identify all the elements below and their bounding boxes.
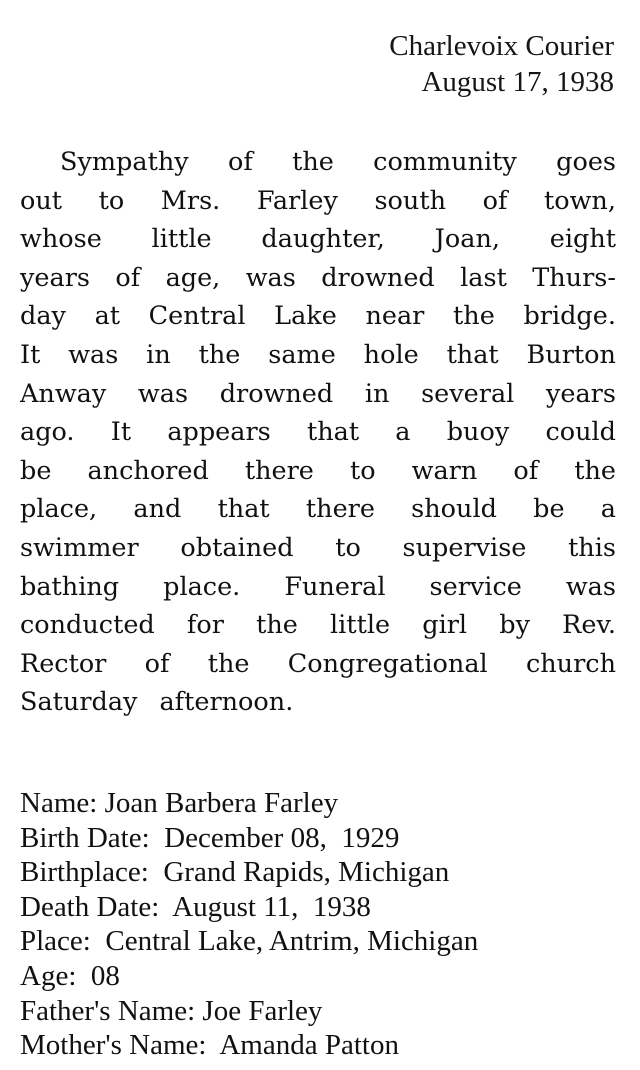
article-line — [20, 568, 616, 607]
article-word: be — [533, 494, 565, 525]
article-word: was — [245, 262, 296, 293]
article-word: church — [525, 648, 616, 679]
article-line — [20, 683, 616, 722]
article-word: be — [20, 455, 52, 486]
article-word: drowned — [321, 262, 435, 293]
article-word: a — [395, 417, 411, 448]
article-word: a — [600, 494, 616, 525]
record-value-place: Central Lake, Antrim, Michigan — [105, 925, 479, 958]
record-row-death-date — [20, 890, 478, 925]
record-value-birth-date: December 08, 1929 — [164, 821, 400, 854]
article-word: should — [411, 494, 497, 525]
article-word: place, — [20, 494, 98, 525]
article-word: whose — [20, 224, 102, 255]
record-row-age — [20, 959, 478, 994]
record-label: Father's Name: — [20, 994, 196, 1027]
article-word: several — [421, 378, 515, 409]
newspaper-masthead — [389, 28, 614, 100]
record-label: Birth Date: — [20, 821, 150, 854]
article-word: community — [373, 147, 517, 177]
article-word: to — [335, 532, 361, 563]
article-word: in — [364, 378, 390, 409]
article-word: Farley — [256, 185, 338, 216]
article-word: of — [482, 185, 508, 216]
record-value-death-date: August 11, 1938 — [172, 890, 371, 923]
article-word: to — [349, 455, 376, 486]
record-row-mother — [20, 1028, 478, 1063]
article-word: was — [68, 339, 119, 370]
article-word: bridge. — [523, 301, 616, 332]
article-word: south — [374, 185, 447, 216]
article-word: that — [306, 417, 360, 448]
article-word: anchored — [87, 455, 209, 486]
record-row-birth-date — [20, 821, 478, 856]
article-word: bathing — [20, 571, 120, 602]
article-word: Lake — [274, 301, 337, 332]
record-row-birthplace — [20, 855, 478, 890]
article-line — [20, 490, 616, 529]
record-value-birthplace: Grand Rapids, Michigan — [163, 856, 450, 889]
article-word: Burton — [526, 339, 616, 370]
article-line — [20, 413, 616, 452]
article-line — [20, 259, 616, 298]
article-word: the — [292, 147, 334, 177]
article-word: last — [460, 262, 507, 293]
article-word: the — [198, 339, 241, 370]
article-word: Saturday — [20, 687, 138, 718]
article-word: drowned — [219, 378, 334, 409]
article-line — [20, 297, 616, 336]
article-word: for — [186, 610, 224, 641]
record-label: Mother's Name: — [20, 1029, 207, 1062]
article-word: was — [565, 571, 616, 602]
vital-record — [20, 786, 478, 1063]
article-word: near — [365, 301, 425, 332]
article-word: hole — [363, 339, 419, 370]
article-word: supervise — [402, 532, 527, 563]
article-word: Funeral — [284, 571, 386, 602]
article-word: little — [330, 610, 391, 641]
article-line — [20, 220, 616, 259]
article-word: It — [20, 339, 41, 370]
record-label: Name: — [20, 787, 98, 819]
article-word: same — [268, 339, 336, 370]
article-line — [20, 375, 616, 414]
article-word: conducted — [20, 610, 155, 641]
article-line — [20, 606, 616, 645]
article-word: goes — [556, 147, 616, 177]
article-word: this — [568, 532, 616, 563]
article-word: the — [453, 301, 495, 332]
record-label: Age: — [20, 959, 77, 992]
record-label: Place: — [20, 925, 91, 958]
article-word: swimmer — [20, 532, 139, 563]
record-label: Death Date: — [20, 890, 160, 923]
article-word: appears — [167, 417, 271, 448]
article-word: there — [305, 494, 375, 525]
record-value-name: Joan Barbera Farley — [104, 787, 339, 819]
article-word: Sympathy — [60, 147, 189, 177]
article-line — [20, 452, 616, 491]
article-word: at — [94, 301, 121, 332]
article-word: place. — [163, 571, 241, 602]
article-word: Central — [148, 301, 246, 332]
article-word: service — [429, 571, 522, 602]
publication-date: August 17, 1938 — [421, 66, 614, 98]
article-word: of — [144, 648, 170, 679]
article-line — [20, 529, 616, 568]
article-word: the — [207, 648, 250, 679]
article-word: Rector — [20, 648, 107, 679]
record-label: Birthplace: — [20, 856, 149, 889]
article-word: of — [227, 147, 253, 177]
article-word: there — [244, 455, 314, 486]
article-word: that — [446, 339, 499, 370]
article-word: Anway — [20, 378, 107, 409]
article-word: in — [146, 339, 171, 370]
article-word: ago. — [20, 417, 75, 448]
record-row-name — [20, 786, 478, 821]
article-word: It — [110, 417, 132, 448]
article-word: out — [20, 185, 63, 216]
newspaper-name: Charlevoix Courier — [389, 30, 614, 62]
article-word: and — [133, 494, 182, 525]
obituary-article — [20, 143, 616, 722]
article-word: Joan, — [434, 224, 500, 255]
article-word: of — [513, 455, 539, 486]
record-value-mother: Amanda Patton — [219, 1029, 399, 1062]
article-word: day — [20, 301, 66, 332]
record-row-place — [20, 924, 478, 959]
article-word: Congregational — [287, 648, 488, 679]
article-word: Mrs. — [160, 185, 221, 216]
article-word: girl — [422, 610, 468, 641]
article-word: could — [545, 417, 616, 448]
record-row-father — [20, 994, 478, 1029]
article-word: obtained — [180, 532, 294, 563]
article-word: years — [20, 262, 90, 293]
article-word: buoy — [446, 417, 510, 448]
article-word: daughter, — [261, 224, 385, 255]
article-word: warn — [411, 455, 478, 486]
record-value-age: 08 — [90, 959, 120, 992]
article-word: little — [151, 224, 212, 255]
record-value-father: Joe Farley — [202, 994, 323, 1027]
article-line — [20, 182, 616, 221]
article-word: of — [115, 262, 141, 293]
article-line — [20, 645, 616, 684]
article-word: town, — [543, 185, 616, 216]
article-word: age, — [165, 262, 221, 293]
article-line — [20, 143, 616, 182]
article-word: eight — [549, 224, 616, 255]
article-word: Rev. — [562, 610, 616, 641]
article-word: by — [499, 610, 530, 641]
article-line — [20, 336, 616, 375]
article-word: that — [217, 494, 270, 525]
article-word: the — [256, 610, 298, 641]
article-word: to — [98, 185, 125, 216]
article-word: Thurs- — [532, 262, 616, 293]
article-word: years — [545, 378, 616, 409]
article-word: the — [574, 455, 616, 486]
article-word: was — [137, 378, 189, 409]
article-word: afternoon. — [159, 687, 294, 718]
